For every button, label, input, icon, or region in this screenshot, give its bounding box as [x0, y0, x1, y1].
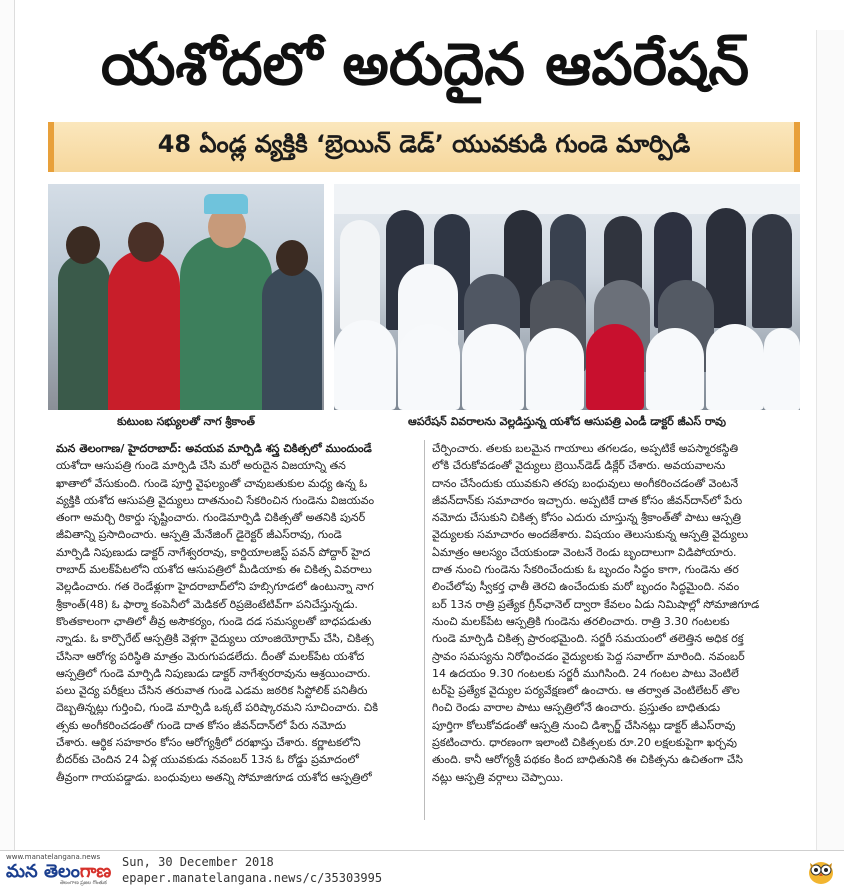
doctors-photo-caption: ఆపరేషన్ వివరాలను వెల్లడిస్తున్న యశోద ఆసుపత్రి ఎండీ డాక్టర్ జీఎస్ రావు — [408, 415, 726, 428]
owl-icon[interactable] — [806, 857, 836, 885]
article-line: ఆస్పత్రిలో గుండె మార్పిడి నిపుణుడు డాక్టర్ నాగేశ్వరరావును ఆశ్రయించారు. — [56, 666, 371, 680]
article-line: ఏమాత్రం ఆలస్యం చేయకుండా వెంటనే రెండు బృందాలుగా విడిపోయారు. — [432, 545, 737, 559]
adjacent-page-edge-left — [0, 0, 15, 850]
article-line: నట్లు ఆస్పత్రి వర్గాలు చెప్పాయి. — [432, 770, 564, 784]
article-column-1 — [56, 440, 424, 820]
epaper-footer — [0, 850, 844, 889]
article-headline: యశోదలో అరుదైన ఆపరేషన్ — [100, 30, 750, 98]
article-line: చేసినా ఆరోగ్య పరిస్థితి మాత్రం మెరుగుపడలేదు. దీంతో మలక్‌పేట యశోద — [56, 649, 365, 663]
article-line: త్సకు అంగీకరించడంతో గుండె దాత కోసం జీవన్‌దాన్‌లో పేరు నమోదు — [56, 718, 347, 732]
article-line: మార్పిడి నిపుణుడు డాక్టర్ నాగేశ్వరరావు, కార్డియాలజిస్ట్ పవన్ పోద్దార్ హైద — [56, 545, 371, 559]
epaper-clip-url[interactable]: epaper.manatelangana.news/c/35303995 — [122, 871, 383, 885]
article-line: లించేలోపు స్వీకర్త ఛాతీ తెరచి ఉంచేందుకు మరో బృందం సిద్ధమైంది. నవం — [432, 580, 740, 594]
article-line: వెల్లడించారు. గత రెండేళ్లుగా హైదరాబాద్‌లోని హబ్సిగూడలో ఉంటున్నా నాగ — [56, 580, 374, 594]
logo-text-part1: మన తెలం — [6, 861, 80, 882]
article-column-2 — [432, 440, 800, 820]
footer-site-url[interactable]: www.manatelangana.news — [6, 853, 101, 861]
article-line: దాత నుంచి గుండెను సేకరించేందుకు ఓ బృందం సిద్ధం కాగా, గుండెను తర — [432, 563, 739, 577]
article-line: బీదర్‌కు చెందిన 24 ఏళ్ల యువకుడు నవంబర్ 13న ఓ రోడ్డు ప్రమాదంలో — [56, 753, 359, 767]
article-line: చేశారు. ఆర్థిక సహకారం కోసం ఆరోగ్యశ్రీలో దరఖాస్తు చేశారు. కర్ణాటకలోని — [56, 736, 361, 750]
article-line: స్రావం సమస్యను నిరోధించడం వైద్యులకు పెద్ద సవాల్‌గా మారింది. నవంబర్ — [432, 649, 745, 663]
article-line: న్నాడు. ఓ కార్పొరేట్ ఆస్పత్రికి వెళ్లగా వైద్యులు యాంజియోగ్రామ్ చేసి, చికిత్స — [56, 632, 374, 646]
adjacent-page-edge-right — [816, 30, 844, 850]
article-line: శ్రీకాంత్(48) ఓ ఫార్మా కంపెనీలో మెడికల్ రిప్రజెంటేటివ్‌గా పనిచేస్తున్నడు. — [56, 597, 358, 611]
article-line: బర్ 13న రాత్రి ప్రత్యేక గ్రీన్‌ఛానెల్ ద్వారా కేవలం ఏడు నిమిషాల్లో సోమాజిగూడ — [432, 597, 760, 611]
doctors-team-photo — [334, 184, 800, 410]
article-line: తుంది. కానీ ఆరోగ్యశ్రీ పథకం కింద బాధితునికి ఈ చికిత్సను ఉచితంగా చేసి — [432, 753, 743, 767]
article-line: పలు వైద్య పరీక్షలు చేసిన తరువాత గుండె ఎడమ జఠరిక సిస్టోలిక్ పనితీరు — [56, 684, 368, 698]
article-line: చేర్పించారు. తలకు బలమైన గాయాలు తగలడం, అప్పటికే అపస్మారకస్థితి — [432, 442, 739, 455]
article-line: నమోదు చేసుకుని చికిత్స కోసం ఎదురు చూస్తున్న శ్రీకాంత్‌తో పాటు ఆస్పత్రి — [432, 511, 742, 525]
article-line: గుండె మార్పిడి చికిత్స ప్రారంభమైంది. సర్జరీ సమయంలో తలెత్తిన అధిక రక్త — [432, 632, 744, 646]
article-line: దెబ్బతిన్నట్లు గుర్తించి, గుండె మార్పిడి ఒక్కటే పరిష్కారమని సూచించారు. చికి — [56, 701, 378, 715]
article-subheadline: 48 ఏండ్ల వ్యక్తికి ‘బ్రెయిన్ డెడ్’ యువకుడి గుండె మార్పిడి — [48, 122, 800, 172]
article-line: పూర్తిగా కోలుకోవడంతో ఆస్పత్రి నుంచి డిశ్చార్జ్ చేసినట్లు డాక్టర్ జీఎస్‌రావు — [432, 718, 736, 732]
article-line: జీవన్‌దాన్‌కు సమాచారం ఇచ్చారు. అప్పటికే దాత కోసం జీవన్‌దాన్‌లో పేరు — [432, 493, 743, 507]
logo-tagline: తెలంగాణ ప్రజల గొంతుక — [60, 880, 107, 886]
cropped-top-text — [14, 0, 816, 20]
article-line: వ్యక్తికి యశోద ఆసుపత్రి వైద్యులు దాతనుంచి సేకరించిన గుండెను విజయవం — [56, 493, 375, 507]
article-line: రాబాద్ మలక్‌పేటలోని యశోద ఆసుపత్రిలో మీడియాకు ఈ చికిత్స వివరాలు — [56, 563, 372, 577]
article-line: ప్రకటించారు. ధారణంగా ఇలాంటి చికిత్సలకు రూ.20 లక్షలకుపైగా ఖర్చవు — [432, 736, 737, 750]
article-line: టర్‌పై ప్రత్యేక వైద్యుల పర్యవేక్షణలో ఉంచారు. ఆ తర్వాత వెంటిలేటర్ తొల — [432, 684, 740, 698]
family-photo-caption: కుటుంబ సభ్యులతో నాగ శ్రీకాంత్ — [117, 415, 255, 428]
article-line: నుంచి మలక్‌పేట ఆస్పత్రికి గుండెను తరలించారు. రాత్రి 3.30 గంటలకు — [432, 614, 730, 628]
article-line: దానం చేసేందుకు యువకుని తరపు బంధువులు అంగీకరించడంతో వెంటనే — [432, 476, 739, 490]
logo-text-part2: గాణ — [79, 861, 112, 882]
article-line: లోకి చేరుకోవడంతో వైద్యులు బ్రెయిన్‌డెడ్ డిక్లేర్ చేశారు. అవయవాలను — [432, 459, 726, 473]
article-line: మన తెలంగాణ/ హైదరాబాద్: అవయవ మార్పిడి శస్త్ర చికిత్సలో ముందుండే — [56, 442, 372, 455]
article-line: 14 ఉదయం 9.30 గంటలకు సర్జరీ ముగిసింది. 24 గంటల పాటు వెంటిలే — [432, 666, 739, 680]
article-line: కొంతకాలంగా ఛాతిలో తీవ్ర అసౌకర్యం, గుండె దడ సమస్యలతో బాధపడుతు — [56, 614, 372, 628]
edition-date: Sun, 30 December 2018 — [122, 855, 274, 869]
article-line: యశోదా ఆసుపత్రి గుండె మార్పిడి చేసి మరో అరుదైన విజయాన్ని తన — [56, 459, 346, 473]
article-line: తీవ్రంగా గాయపడ్డాడు. బంధువులు అతన్ని సోమాజిగూడ యశోద ఆస్పత్రిలో — [56, 770, 372, 784]
article-line: గించి రెండు వారాల పాటు ఆస్పత్రిలోనే ఉంచారు. ప్రస్తుతం బాధితుడు — [432, 701, 720, 715]
article-line: తంగా అమర్చి రికార్డు సృష్టించారు. గుండెమార్పిడి చికిత్సతో అతనికి పునర్ — [56, 511, 366, 525]
column-divider — [424, 440, 425, 820]
article-line: జీవితాన్ని ప్రసాదించారు. ఆస్పత్రి మేనేజింగ్ డైరెక్టర్ జీఎస్‌రావు, గుండె — [56, 528, 342, 542]
family-photo — [48, 184, 324, 410]
article-line: ఖాతాలో వేసుకుంది. గుండె పూర్తి వైఫల్యంతో చావుబతుకుల మధ్య ఉన్న ఓ — [56, 476, 368, 490]
article-line: వైద్యులకు సమాచారం అందజేశారు. విషయం తెలుసుకున్న ఆస్పత్రి వైద్యులు — [432, 528, 749, 542]
